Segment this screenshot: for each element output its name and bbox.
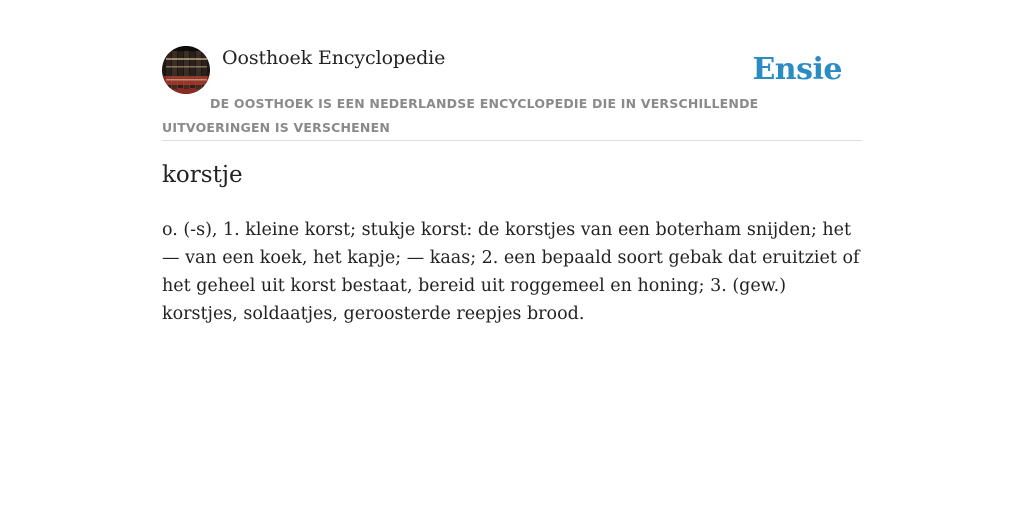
entry-title: korstje — [162, 162, 243, 188]
site-title[interactable]: Oosthoek Encyclopedie — [222, 47, 446, 69]
encyclopedia-books-icon[interactable] — [162, 46, 210, 94]
entry-definition: o. (-s), 1. kleine korst; stukje korst: de korstjes van een boterham snijden; het — van een koek, het kapje; — kaas; 2. een bepaald soort gebak dat eruitziet of het geheel uit korst bestaat, bereid uit roggemeel en honing; 3. (gew.) korstjes, soldaatjes, geroosterde reepjes brood. — [162, 220, 860, 324]
header — [162, 46, 862, 141]
site-description: DE OOSTHOEK IS EEN NEDERLANDSE ENCYCLOPEDIE DIE IN VERSCHILLENDE UITVOERINGEN IS VERSCHENEN — [162, 96, 759, 135]
brand-logo[interactable]: Ensie — [752, 52, 842, 87]
